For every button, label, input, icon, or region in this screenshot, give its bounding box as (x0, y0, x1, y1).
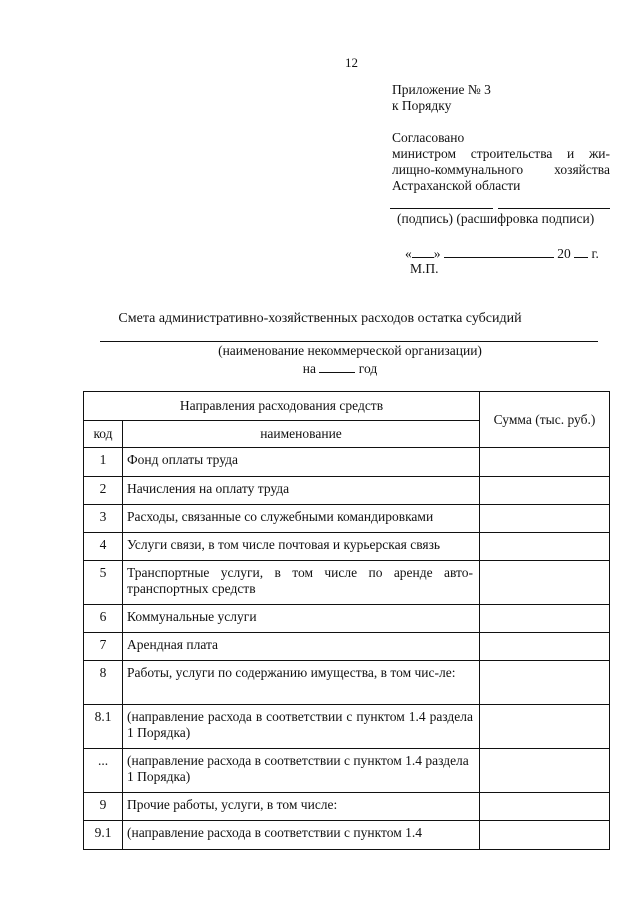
page-number: 12 (345, 55, 358, 70)
approval-line-2: лищно-коммунального хозяйства (392, 162, 610, 177)
row-sum (480, 633, 610, 661)
table-row (84, 605, 610, 633)
table-row (84, 505, 610, 533)
appendix-title: Приложение № 3 (392, 82, 491, 97)
approval-heading: Согласовано (392, 130, 465, 145)
row-name: (направление расхода в соответствии с пунктом 1.4 (123, 821, 480, 850)
row-code: 7 (84, 633, 123, 661)
row-name: Фонд оплаты труда (123, 448, 480, 477)
appendix-subtitle: к Порядку (392, 98, 452, 113)
signature-decode-line (498, 208, 610, 209)
table-row (84, 448, 610, 477)
header-code: код (84, 421, 123, 448)
row-sum (480, 793, 610, 821)
date-row (405, 245, 599, 262)
year-prefix: 20 (557, 246, 571, 261)
row-code: 4 (84, 533, 123, 561)
row-name: (направление расхода в соответствии с пунктом 1.4 раздела 1 Порядка) (123, 705, 480, 749)
row-name: Арендная плата (123, 633, 480, 661)
date-close-quote: » (433, 246, 441, 261)
appendix-block (392, 82, 491, 114)
row-code: 9 (84, 793, 123, 821)
signature-line (390, 208, 493, 209)
table-row (84, 749, 610, 793)
row-sum (480, 448, 610, 477)
row-sum (480, 821, 610, 850)
row-code: 9.1 (84, 821, 123, 850)
day-blank (412, 245, 434, 258)
row-sum (480, 561, 610, 605)
table-row (84, 633, 610, 661)
table-row (84, 821, 610, 850)
year-blank (574, 245, 588, 258)
row-sum (480, 505, 610, 533)
year-row (0, 360, 640, 377)
row-name: Услуги связи, в том числе почтовая и курьерская связь (123, 533, 480, 561)
row-name: Коммунальные услуги (123, 605, 480, 633)
row-name: (направление расхода в соответствии с пунктом 1.4 раздела 1 Порядка) (123, 749, 480, 793)
row-name: Прочие работы, услуги, в том числе: (123, 793, 480, 821)
estimate-table (83, 391, 610, 850)
date-open-quote: « (405, 246, 412, 261)
approval-line-1: министром строительства и жи- (392, 146, 610, 161)
stamp-label: М.П. (410, 261, 439, 276)
approval-line-3: Астраханской области (392, 178, 521, 193)
year-row-prefix: на (302, 361, 317, 376)
row-sum (480, 533, 610, 561)
row-code: 8.1 (84, 705, 123, 749)
row-code: 1 (84, 448, 123, 477)
row-sum (480, 705, 610, 749)
table-row (84, 533, 610, 561)
row-sum (480, 477, 610, 505)
approval-block (392, 130, 610, 194)
table-row (84, 561, 610, 605)
month-blank (444, 245, 554, 258)
organization-line (100, 341, 598, 342)
header-sum: Сумма (тыс. руб.) (480, 392, 610, 448)
row-name: Транспортные услуги, в том числе по аренде авто-транспортных средств (123, 561, 480, 605)
row-sum (480, 605, 610, 633)
year-row-suffix: год (358, 361, 378, 376)
table-row (84, 705, 610, 749)
table-header-row (84, 392, 610, 421)
row-name: Расходы, связанные со служебными командировками (123, 505, 480, 533)
year-row-blank (319, 360, 355, 373)
row-code: 5 (84, 561, 123, 605)
year-suffix: г. (591, 246, 599, 261)
row-name: Начисления на оплату труда (123, 477, 480, 505)
row-code: 3 (84, 505, 123, 533)
table-row (84, 477, 610, 505)
organization-caption: (наименование некоммерческой организации) (218, 343, 482, 358)
row-code: 6 (84, 605, 123, 633)
row-code: 8 (84, 661, 123, 705)
row-code: 2 (84, 477, 123, 505)
signature-labels: (подпись) (расшифровка подписи) (397, 211, 595, 226)
table-row (84, 661, 610, 705)
row-sum (480, 661, 610, 705)
row-name: Работы, услуги по содержанию имущества, в том чис-ле: (123, 661, 480, 705)
table-row (84, 793, 610, 821)
header-directions: Направления расходования средств (84, 392, 480, 421)
document-title: Смета административно-хозяйственных расходов остатка субсидий (118, 311, 522, 326)
row-sum (480, 749, 610, 793)
header-name: наименование (123, 421, 480, 448)
row-code: ... (84, 749, 123, 793)
